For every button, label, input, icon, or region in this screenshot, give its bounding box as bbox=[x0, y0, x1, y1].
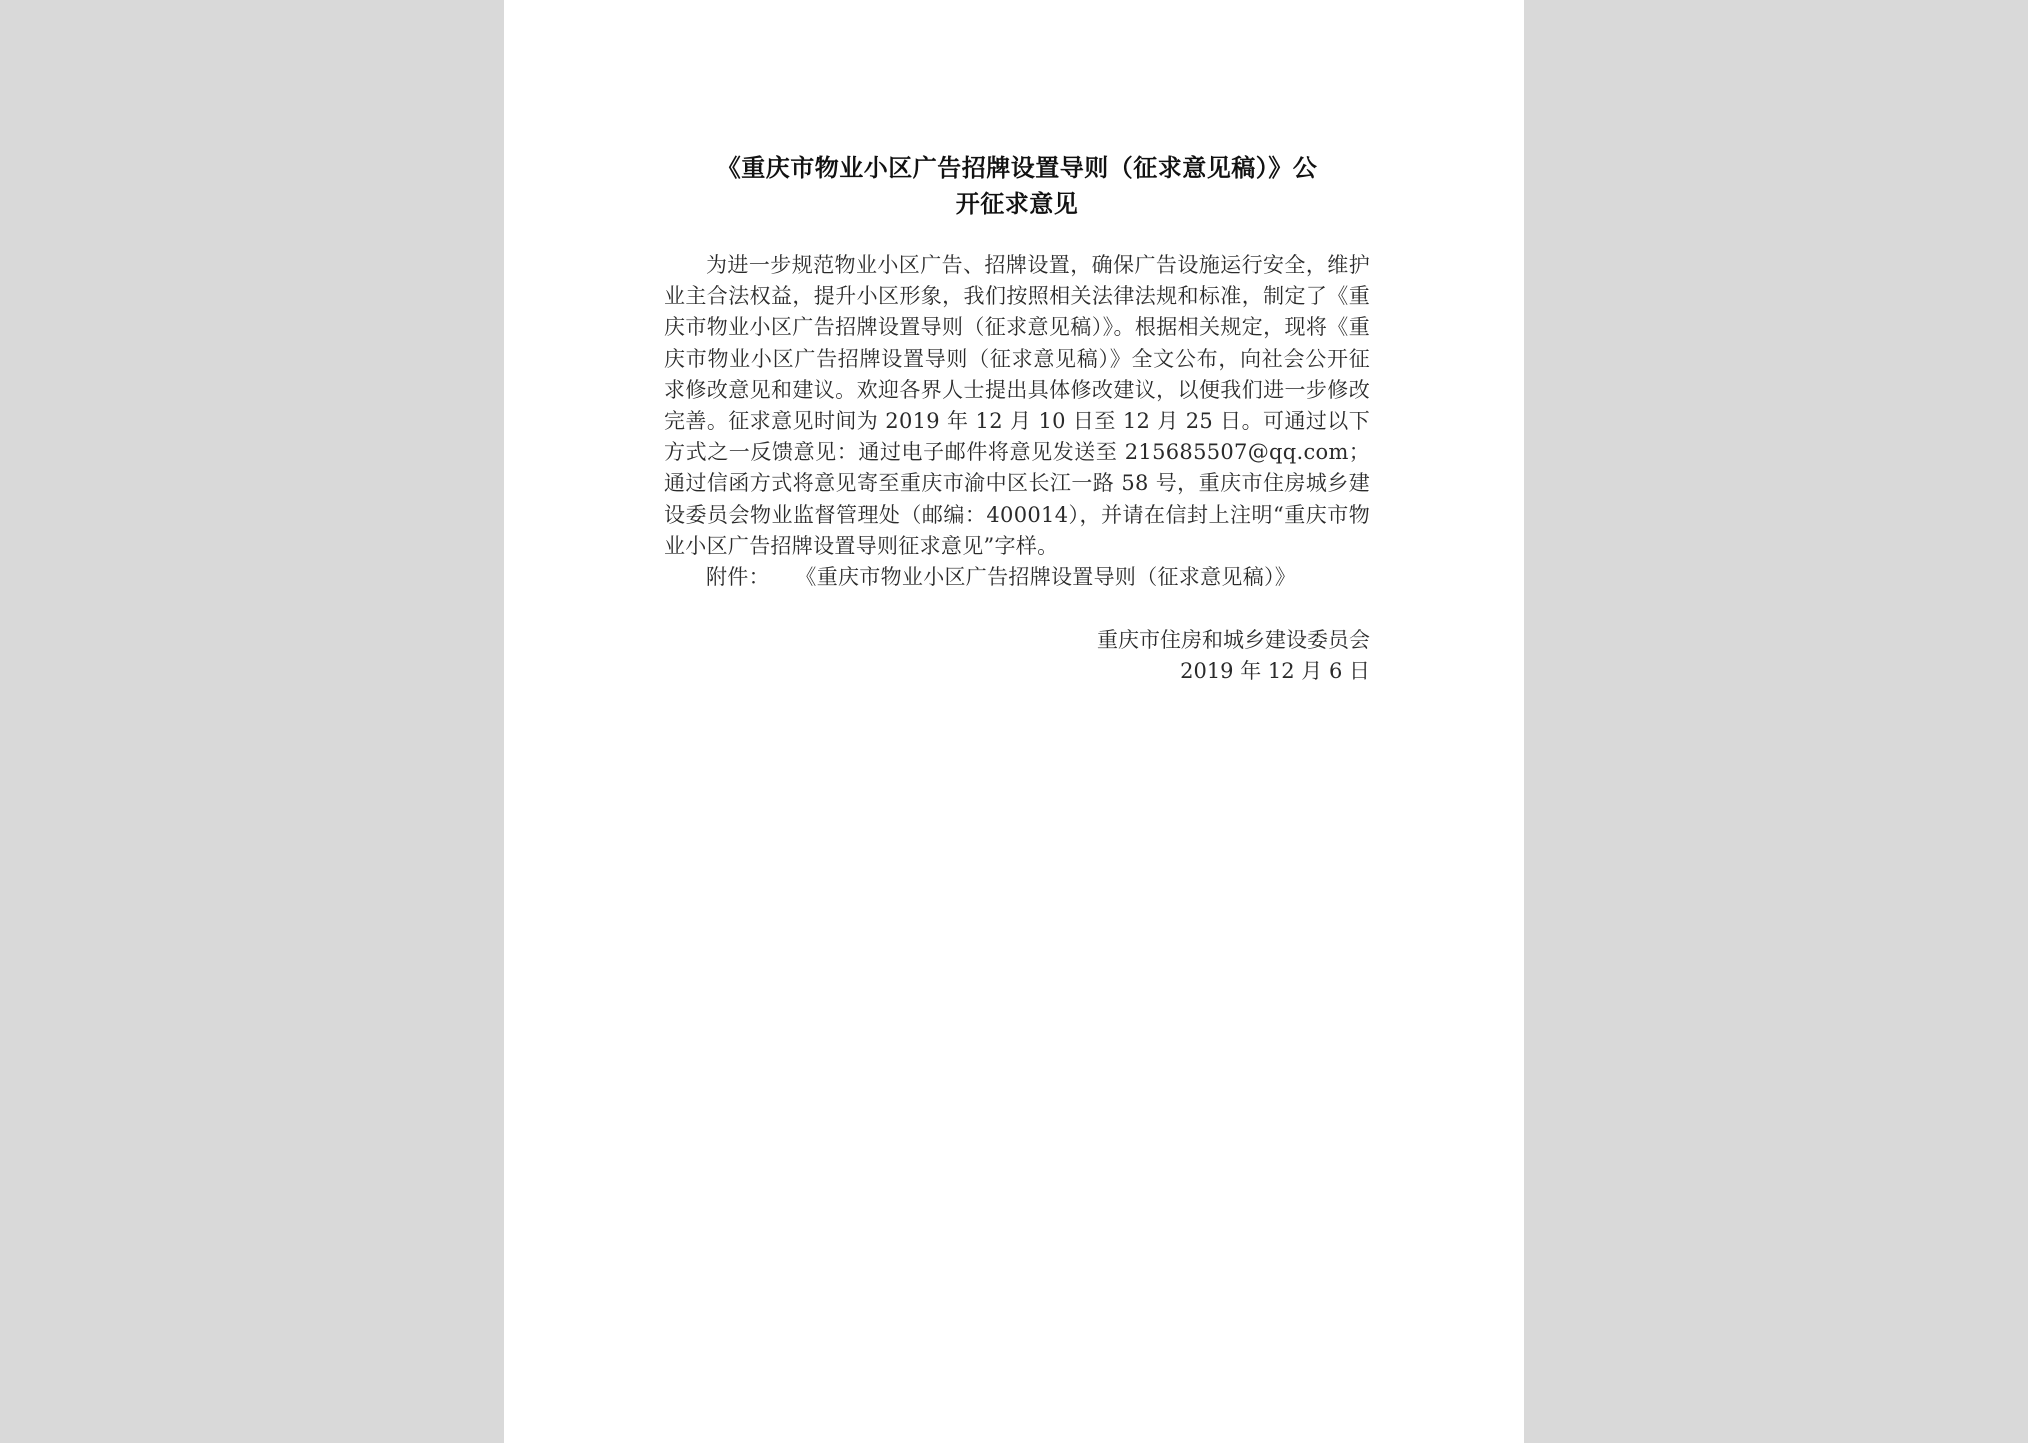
title-line-1: 《重庆市物业小区广告招牌设置导则（征求意见稿）》公 bbox=[716, 153, 1318, 182]
attachment-line bbox=[664, 562, 1370, 593]
signature-date: 2019 年 12 月 6 日 bbox=[1180, 659, 1370, 684]
signature-block bbox=[664, 625, 1370, 687]
attachment-label: 附件： bbox=[706, 565, 770, 590]
document-body bbox=[664, 250, 1370, 593]
body-paragraph: 为进一步规范物业小区广告、招牌设置，确保广告设施运行安全，维护业主合法权益，提升小区形象，我们按照相关法律法规和标准，制定了《重庆市物业小区广告招牌设置导则（征求意见稿）》。根据相关规定，现将《重庆市物业小区广告招牌设置导则（征求意见稿）》全文公布，向社会公开征求修改意见和建议。欢迎各界人士提出具体修改建议，以便我们进一步修改完善。征求意见时间为 2019 年 12 月 10 日至 12 月 25 日。可通过以下方式之一反馈意见：通过电子邮件将意见发送至 215685507@qq.com；通过信函方式将意见寄至重庆市渝中区长江一路 58 号，重庆市住房城乡建设委员会物业监督管理处（邮编：400014），并请在信封上注明“重庆市物业小区广告招牌设置导则征求意见”字样。 bbox=[664, 253, 1370, 558]
document-title bbox=[664, 150, 1370, 222]
document-content bbox=[664, 150, 1370, 688]
attachment-text: 《重庆市物业小区广告招牌设置导则（征求意见稿）》 bbox=[805, 565, 1297, 590]
title-line-2: 开征求意见 bbox=[955, 189, 1079, 218]
document-page bbox=[504, 0, 1524, 1443]
signature-org: 重庆市住房和城乡建设委员会 bbox=[1097, 628, 1370, 653]
